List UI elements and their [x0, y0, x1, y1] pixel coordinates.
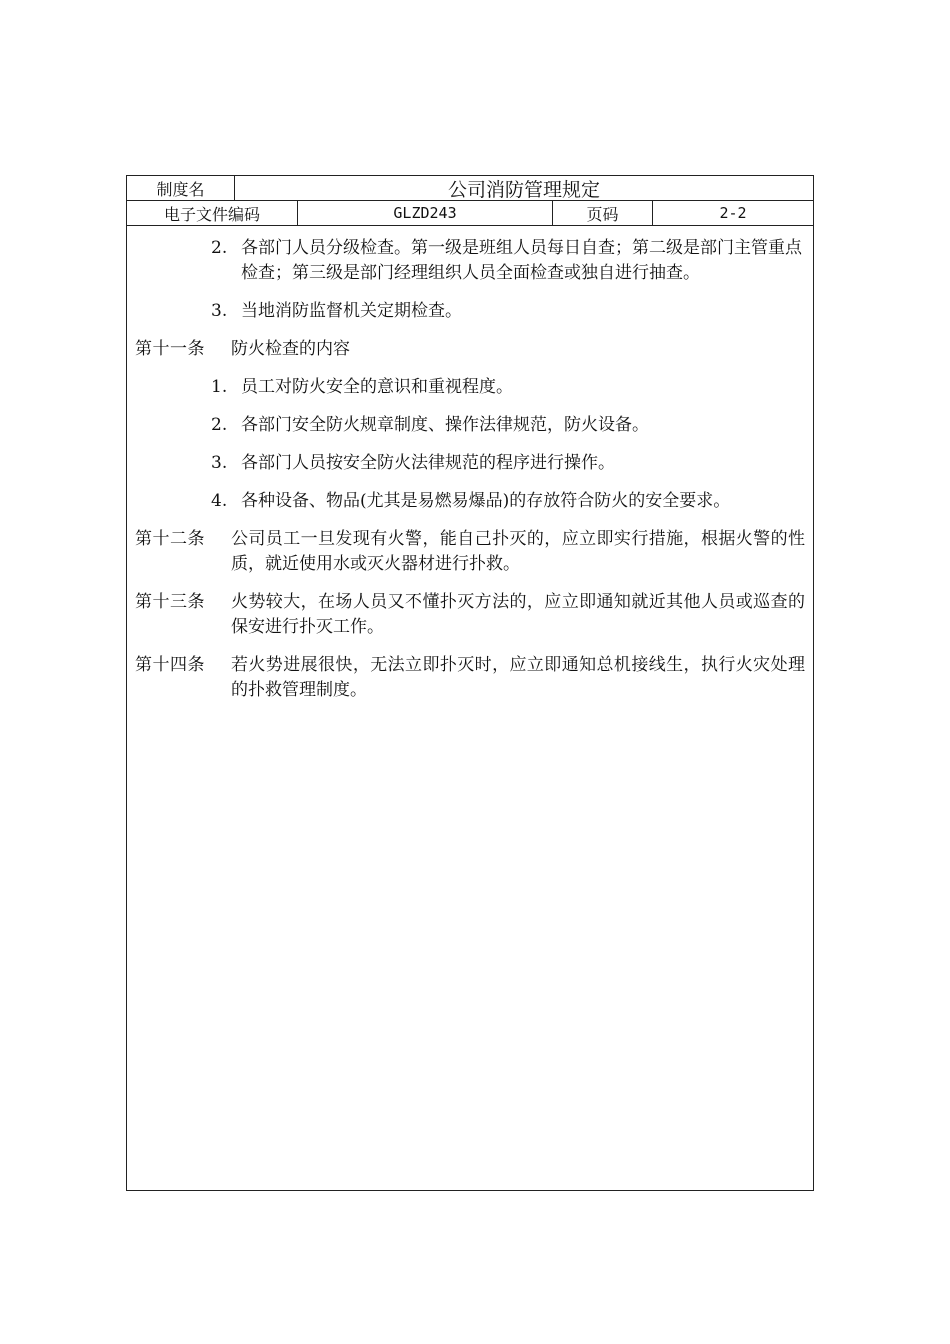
- article-14: [135, 653, 805, 703]
- item-text: 各种设备、物品(尤其是易燃易爆品)的存放符合防火的安全要求。: [241, 491, 731, 511]
- article-13: [135, 590, 805, 640]
- article-text: 公司员工一旦发现有火警，能自己扑灭的，应立即实行措施，根据火警的性质，就近使用水或灭火器材进行扑救。: [231, 529, 805, 574]
- article-number: 第十三条: [135, 592, 205, 612]
- list-item: [211, 451, 805, 476]
- item-text: 当地消防监督机关定期检查。: [241, 301, 462, 321]
- title-label: 制度名: [127, 176, 235, 200]
- article-12: [135, 527, 805, 577]
- header-row-meta: [127, 201, 813, 226]
- list-item: [211, 413, 805, 438]
- item-number: 3.: [211, 453, 228, 473]
- file-code-label: 电子文件编码: [127, 201, 298, 225]
- article-number: 第十一条: [135, 339, 205, 359]
- list-item: [211, 489, 805, 514]
- article-text: 若火势进展很快，无法立即扑灭时，应立即通知总机接线生，执行火灾处理的扑救管理制度。: [231, 655, 805, 700]
- list-item: [211, 375, 805, 400]
- page-label: 页码: [553, 201, 653, 225]
- item-text: 员工对防火安全的意识和重视程度。: [241, 377, 513, 397]
- file-code-value: GLZD243: [298, 201, 553, 225]
- list-item: [211, 299, 805, 324]
- item-text: 各部门人员按安全防火法律规范的程序进行操作。: [241, 453, 615, 473]
- item-number: 4.: [211, 491, 228, 511]
- item-text: 各部门安全防火规章制度、操作法律规范，防火设备。: [241, 415, 649, 435]
- article-11: [135, 337, 805, 362]
- item-number: 2.: [211, 415, 228, 435]
- item-text: 各部门人员分级检查。第一级是班组人员每日自查；第二级是部门主管重点检查；第三级是部门经理组织人员全面检查或独自进行抽查。: [241, 238, 802, 283]
- page-value: 2-2: [719, 204, 747, 222]
- item-number: 3.: [211, 301, 228, 321]
- article-number: 第十二条: [135, 529, 205, 549]
- item-number: 2.: [211, 238, 228, 258]
- article-text: 防火检查的内容: [231, 339, 350, 359]
- document-frame: [126, 175, 814, 1191]
- item-number: 1.: [211, 377, 228, 397]
- list-item: [211, 236, 805, 286]
- article-text: 火势较大，在场人员又不懂扑灭方法的，应立即通知就近其他人员或巡查的保安进行扑灭工作。: [231, 592, 805, 637]
- article-number: 第十四条: [135, 655, 205, 675]
- document-title: 公司消防管理规定: [447, 178, 600, 201]
- document-body: [127, 226, 813, 716]
- header-row-title: [127, 176, 813, 201]
